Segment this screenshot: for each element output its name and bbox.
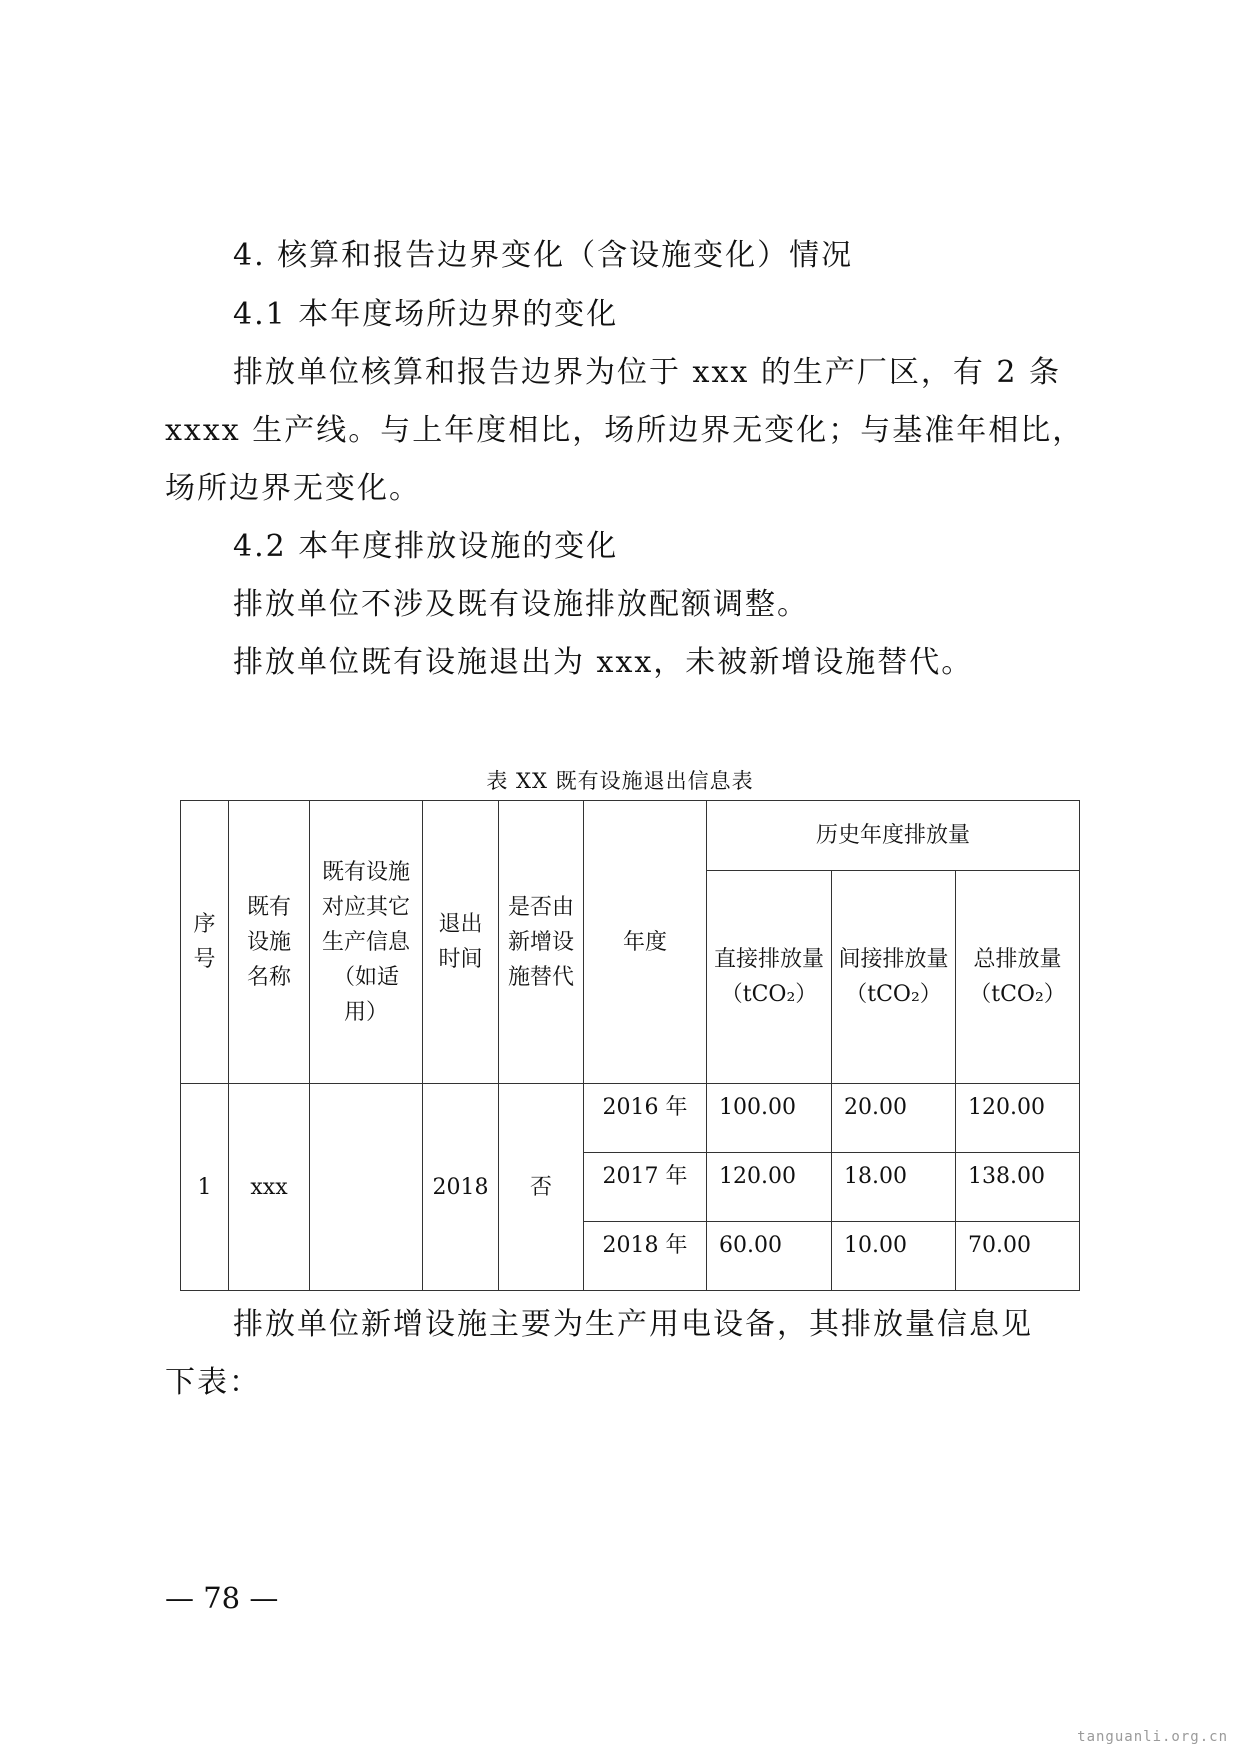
subsection-heading: 4.2 本年度排放设施的变化	[233, 529, 619, 564]
header-indirect-unit: （tCO₂）	[845, 982, 942, 1007]
table-caption: 表 XX 既有设施退出信息表	[486, 769, 754, 793]
cell-seq: 1	[181, 1084, 229, 1291]
cell-total: 70.00	[956, 1222, 1080, 1291]
header-seq: 序号	[181, 801, 229, 1084]
facility-exit-table	[180, 800, 1080, 1291]
cell-indirect: 18.00	[832, 1153, 956, 1222]
watermark-text: tanguanli.org.cn	[1077, 1729, 1228, 1745]
table-row	[181, 1084, 1080, 1153]
paragraph-line: 排放单位新增设施主要为生产用电设备，其排放量信息见	[233, 1307, 1033, 1342]
cell-year: 2018 年	[584, 1222, 707, 1291]
header-total-label: 总排放量	[973, 947, 1062, 972]
cell-direct: 60.00	[707, 1222, 832, 1291]
cell-indirect: 20.00	[832, 1084, 956, 1153]
cell-total: 138.00	[956, 1153, 1080, 1222]
cell-replaced: 否	[499, 1084, 584, 1291]
header-exit-time: 退出时间	[423, 801, 499, 1084]
cell-other-info	[310, 1084, 423, 1291]
header-direct-unit: （tCO₂）	[720, 982, 818, 1007]
header-indirect-emissions	[832, 871, 956, 1084]
cell-indirect: 10.00	[832, 1222, 956, 1291]
cell-facility-name: xxx	[229, 1084, 310, 1291]
page-number: — 78 —	[165, 1581, 279, 1615]
header-total-unit: （tCO₂）	[969, 982, 1066, 1007]
paragraph-line: 排放单位核算和报告边界为位于 xxx 的生产厂区，有 2 条	[233, 355, 1061, 390]
cell-direct: 120.00	[707, 1153, 832, 1222]
header-direct-emissions	[707, 871, 832, 1084]
header-total-emissions	[956, 871, 1080, 1084]
cell-exit-time: 2018	[423, 1084, 499, 1291]
subsection-heading: 4.1 本年度场所边界的变化	[233, 297, 619, 332]
header-replaced: 是否由新增设施替代	[499, 801, 584, 1084]
header-other-info: 既有设施对应其它生产信息（如适用）	[310, 801, 423, 1084]
cell-year: 2017 年	[584, 1153, 707, 1222]
section-heading: 4. 核算和报告边界变化（含设施变化）情况	[233, 238, 854, 273]
header-direct-label: 直接排放量	[713, 947, 824, 972]
header-indirect-label: 间接排放量	[838, 947, 949, 972]
paragraph-line: xxxx 生产线。与上年度相比，场所边界无变化；与基准年相比，	[165, 413, 1085, 448]
cell-year: 2016 年	[584, 1084, 707, 1153]
header-year: 年度	[584, 801, 707, 1084]
cell-direct: 100.00	[707, 1084, 832, 1153]
paragraph-line: 排放单位不涉及既有设施排放配额调整。	[233, 587, 809, 622]
header-facility-name: 既有设施名称	[229, 801, 310, 1084]
cell-total: 120.00	[956, 1084, 1080, 1153]
paragraph-line: 排放单位既有设施退出为 xxx，未被新增设施替代。	[233, 645, 974, 680]
paragraph-line: 场所边界无变化。	[165, 471, 421, 506]
paragraph-line: 下表：	[165, 1365, 261, 1400]
header-history-emissions: 历史年度排放量	[707, 801, 1080, 871]
